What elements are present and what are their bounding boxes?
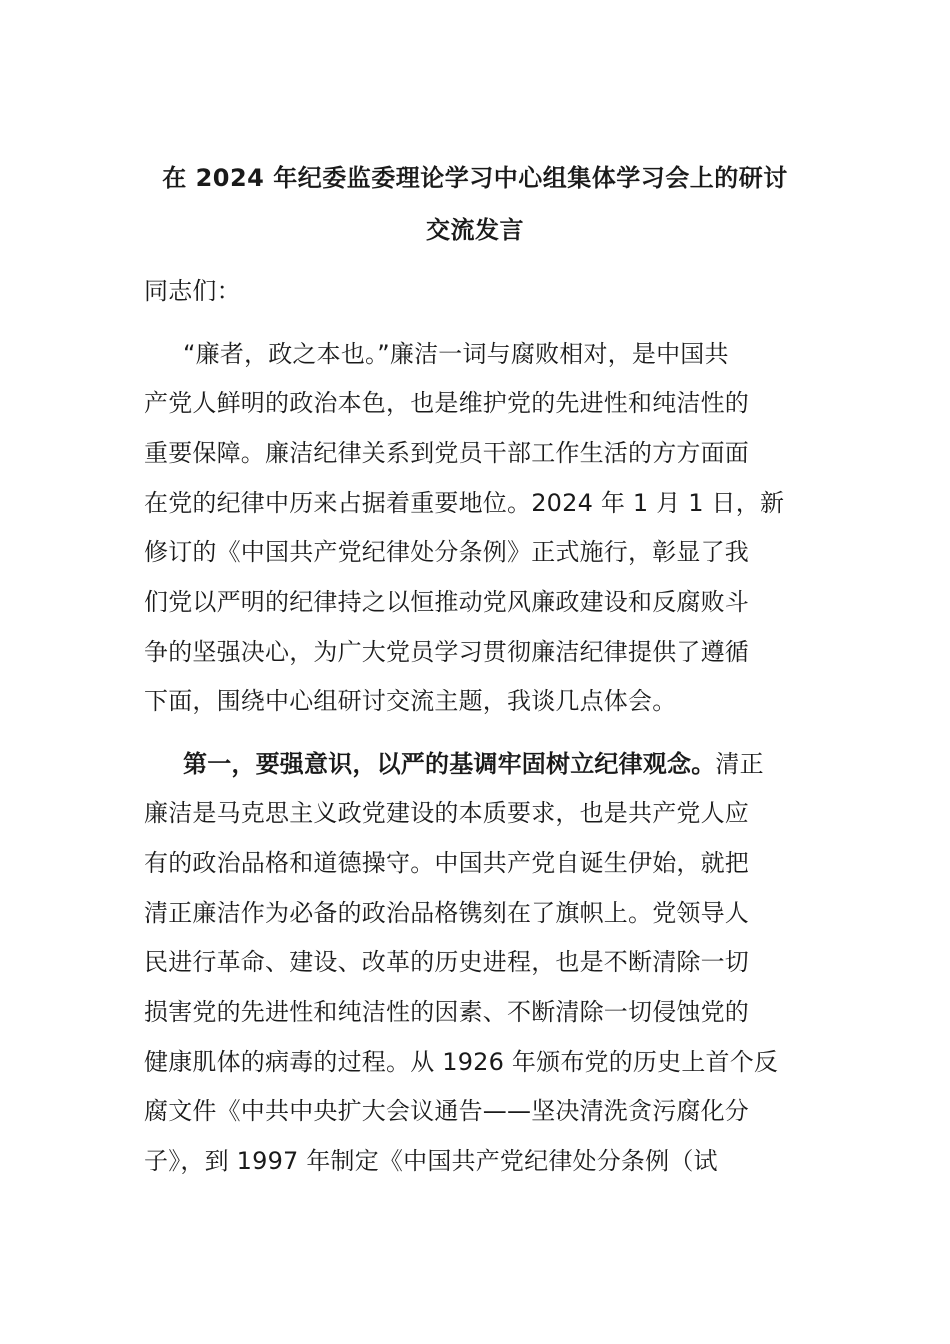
paragraph-1-line: 们党以严明的纪律持之以恒推动党风廉政建设和反腐败斗 [144, 588, 749, 616]
paragraph-1-line: “廉者，政之本也。”廉洁一词与腐败相对，是中国共 [183, 340, 729, 368]
paragraph-2-line: 有的政治品格和道德操守。中国共产党自诞生伊始，就把 [144, 849, 749, 877]
paragraph-1-line: 在党的纪律中历来占据着重要地位。2024 年 1 月 1 日，新 [144, 489, 785, 517]
document-title-line-2: 交流发言 [426, 216, 524, 244]
paragraph-1-line: 下面，围绕中心组研讨交流主题，我谈几点体会。 [144, 687, 677, 715]
paragraph-2-line: 健康肌体的病毒的过程。从 1926 年颁布党的历史上首个反 [144, 1048, 779, 1076]
paragraph-2-line: 廉洁是马克思主义政党建设的本质要求，也是共产党人应 [144, 799, 749, 827]
paragraph-1-line: 修订的《中国共产党纪律处分条例》正式施行，彰显了我 [144, 538, 749, 566]
salutation: 同志们： [144, 277, 241, 305]
paragraph-2-line: 清正廉洁作为必备的政治品格镌刻在了旗帜上。党领导人 [144, 899, 749, 927]
paragraph-2-line: 子》，到 1997 年制定《中国共产党纪律处分条例（试 [144, 1147, 718, 1175]
paragraph-1-line: 重要保障。廉洁纪律关系到党员干部工作生活的方方面面 [144, 439, 749, 467]
paragraph-1-line: 产党人鲜明的政治本色，也是维护党的先进性和纯洁性的 [144, 389, 749, 417]
paragraph-2-line: 损害党的先进性和纯洁性的因素、不断清除一切侵蚀党的 [144, 998, 749, 1026]
paragraph-2-line: 腐文件《中共中央扩大会议通告——坚决清洗贪污腐化分 [144, 1097, 749, 1125]
paragraph-2-line: 民进行革命、建设、改革的历史进程，也是不断清除一切 [144, 948, 749, 976]
document-title-line-1: 在 2024 年纪委监委理论学习中心组集体学习会上的研讨 [162, 164, 788, 192]
paragraph-2-first-line-rest: 清正 [715, 750, 764, 778]
paragraph-2-first-line [183, 744, 813, 779]
section-heading-first: 第一，要强意识，以严的基调牢固树立纪律观念。 [183, 750, 716, 778]
paragraph-1-line: 争的坚强决心，为广大党员学习贯彻廉洁纪律提供了遵循 [144, 638, 749, 666]
